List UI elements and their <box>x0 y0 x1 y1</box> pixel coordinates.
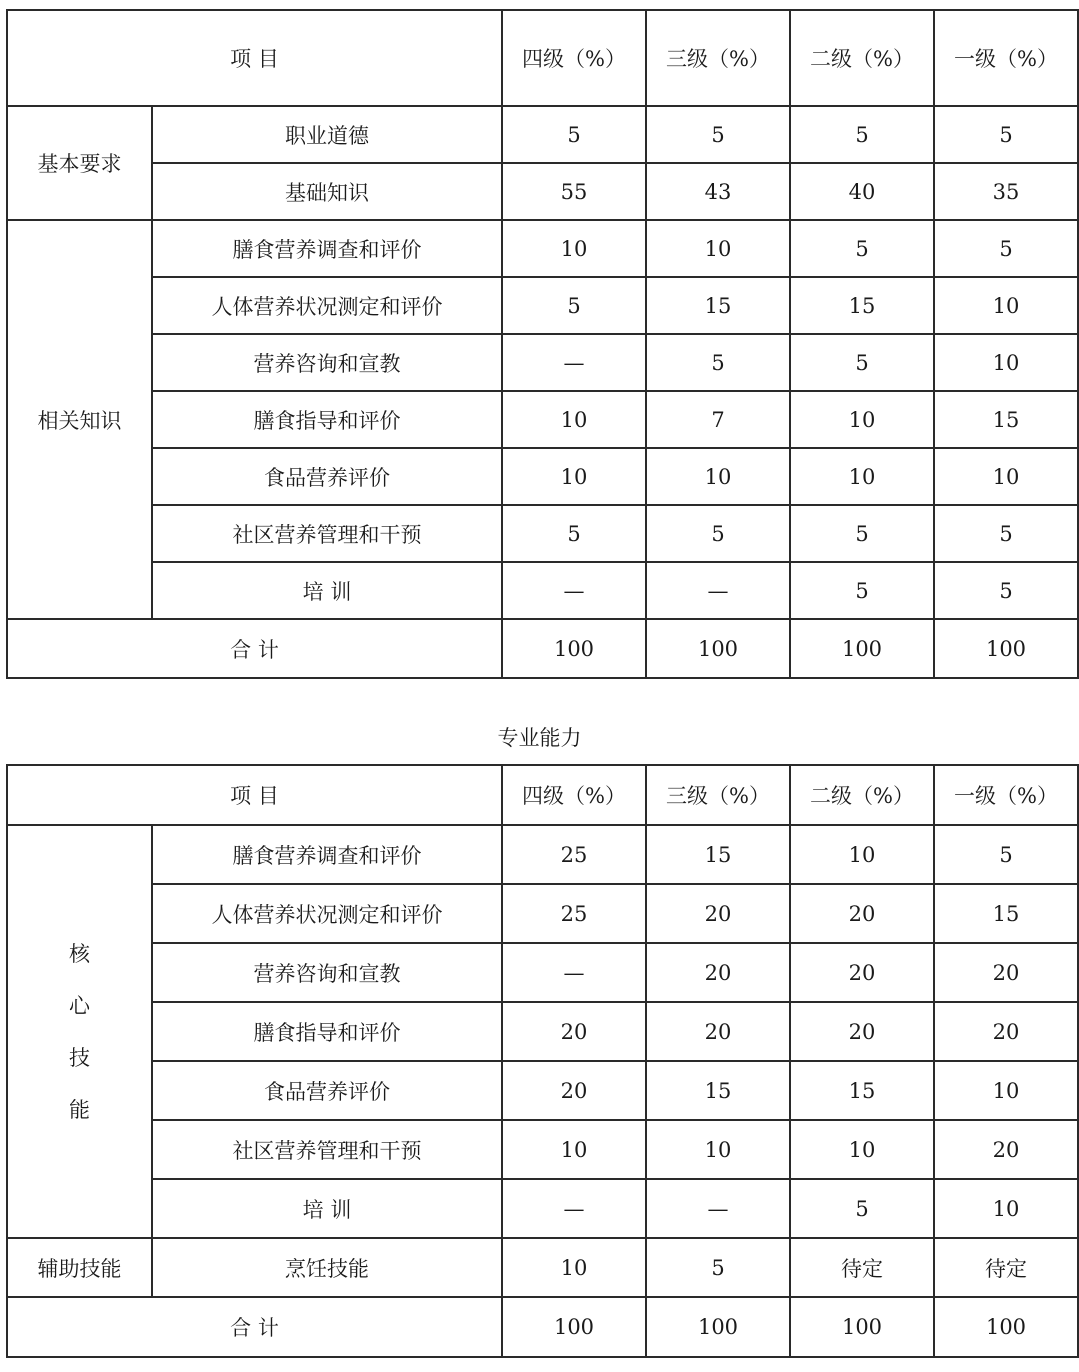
header-item: 项 目 <box>7 10 502 106</box>
cell-value: 20 <box>934 1120 1078 1179</box>
table-header-row <box>7 765 1078 825</box>
cell-value: 10 <box>790 391 934 448</box>
cell-value: 20 <box>646 1002 790 1061</box>
total-label: 合 计 <box>7 619 502 678</box>
group-auxiliary-skills: 辅助技能 <box>7 1238 152 1297</box>
cell-value: — <box>502 334 646 391</box>
row-label: 膳食指导和评价 <box>152 391 502 448</box>
cell-value: 100 <box>790 1297 934 1357</box>
header-item: 项 目 <box>7 765 502 825</box>
cell-value: 5 <box>790 1179 934 1238</box>
row-label: 培 训 <box>152 562 502 619</box>
header-level-1: 一级（%） <box>934 10 1078 106</box>
cell-value: 15 <box>790 1061 934 1120</box>
header-level-1: 一级（%） <box>934 765 1078 825</box>
cell-value: 5 <box>646 106 790 163</box>
cell-value: 5 <box>790 334 934 391</box>
cell-value: 55 <box>502 163 646 220</box>
cell-value: 100 <box>790 619 934 678</box>
cell-value: 20 <box>646 943 790 1002</box>
table-header-row <box>7 10 1078 106</box>
cell-value: 10 <box>502 220 646 277</box>
table-row <box>7 277 1078 334</box>
cell-value: 5 <box>502 106 646 163</box>
row-label: 社区营养管理和干预 <box>152 505 502 562</box>
cell-value: 10 <box>934 277 1078 334</box>
group-basic-requirements: 基本要求 <box>7 106 152 220</box>
row-label: 膳食指导和评价 <box>152 1002 502 1061</box>
cell-value: 25 <box>502 884 646 943</box>
cell-value: 5 <box>646 1238 790 1297</box>
group-char: 心 <box>69 993 90 1018</box>
row-label: 膳食营养调查和评价 <box>152 825 502 884</box>
table-row <box>7 1238 1078 1297</box>
table-row <box>7 505 1078 562</box>
cell-value: 15 <box>790 277 934 334</box>
knowledge-weight-table <box>6 9 1079 679</box>
cell-value: 5 <box>790 505 934 562</box>
group-char: 核 <box>69 941 90 966</box>
skill-weight-table <box>6 764 1079 1358</box>
row-label: 食品营养评价 <box>152 1061 502 1120</box>
row-label: 营养咨询和宣教 <box>152 943 502 1002</box>
cell-value: 待定 <box>790 1238 934 1297</box>
row-label: 社区营养管理和干预 <box>152 1120 502 1179</box>
cell-value: 5 <box>934 562 1078 619</box>
row-label: 膳食营养调查和评价 <box>152 220 502 277</box>
cell-value: 43 <box>646 163 790 220</box>
cell-value: 20 <box>646 884 790 943</box>
cell-value: 100 <box>502 1297 646 1357</box>
cell-value: 25 <box>502 825 646 884</box>
cell-value: 10 <box>790 1120 934 1179</box>
cell-value: 100 <box>502 619 646 678</box>
cell-value: 5 <box>934 106 1078 163</box>
cell-value: 10 <box>934 1179 1078 1238</box>
table-row <box>7 220 1078 277</box>
cell-value: 5 <box>502 277 646 334</box>
cell-value: — <box>646 562 790 619</box>
cell-value: 待定 <box>934 1238 1078 1297</box>
table-row <box>7 825 1078 884</box>
total-row <box>7 1297 1078 1357</box>
row-label: 基础知识 <box>152 163 502 220</box>
row-label: 培 训 <box>152 1179 502 1238</box>
cell-value: — <box>502 562 646 619</box>
table-row <box>7 1179 1078 1238</box>
cell-value: 20 <box>934 1002 1078 1061</box>
cell-value: 10 <box>502 391 646 448</box>
section-caption: 专业能力 <box>497 726 582 750</box>
cell-value: 7 <box>646 391 790 448</box>
cell-value: 10 <box>502 1238 646 1297</box>
cell-value: 10 <box>934 1061 1078 1120</box>
cell-value: 5 <box>646 505 790 562</box>
row-label: 职业道德 <box>152 106 502 163</box>
cell-value: 35 <box>934 163 1078 220</box>
cell-value: 100 <box>934 1297 1078 1357</box>
cell-value: 15 <box>934 391 1078 448</box>
cell-value: 20 <box>934 943 1078 1002</box>
table-row <box>7 1061 1078 1120</box>
table-row <box>7 334 1078 391</box>
cell-value: 40 <box>790 163 934 220</box>
cell-value: 5 <box>934 505 1078 562</box>
cell-value: 10 <box>646 1120 790 1179</box>
row-label: 营养咨询和宣教 <box>152 334 502 391</box>
table-row <box>7 106 1078 163</box>
header-level-4: 四级（%） <box>502 765 646 825</box>
table-row <box>7 163 1078 220</box>
header-level-3: 三级（%） <box>646 10 790 106</box>
total-label: 合 计 <box>7 1297 502 1357</box>
cell-value: 10 <box>934 334 1078 391</box>
cell-value: 10 <box>934 448 1078 505</box>
cell-value: 5 <box>790 220 934 277</box>
cell-value: — <box>646 1179 790 1238</box>
cell-value: 5 <box>934 825 1078 884</box>
cell-value: 100 <box>934 619 1078 678</box>
cell-value: 15 <box>646 277 790 334</box>
cell-value: 20 <box>790 943 934 1002</box>
cell-value: 10 <box>502 1120 646 1179</box>
group-related-knowledge: 相关知识 <box>7 220 152 619</box>
cell-value: 5 <box>502 505 646 562</box>
cell-value: 10 <box>646 220 790 277</box>
table-row <box>7 884 1078 943</box>
group-char: 能 <box>69 1097 90 1122</box>
cell-value: 5 <box>790 562 934 619</box>
cell-value: 5 <box>934 220 1078 277</box>
cell-value: 20 <box>502 1002 646 1061</box>
cell-value: — <box>502 1179 646 1238</box>
row-label: 人体营养状况测定和评价 <box>152 277 502 334</box>
cell-value: 100 <box>646 619 790 678</box>
cell-value: 20 <box>790 884 934 943</box>
cell-value: 10 <box>646 448 790 505</box>
total-row <box>7 619 1078 678</box>
table-row <box>7 448 1078 505</box>
cell-value: 15 <box>934 884 1078 943</box>
cell-value: 20 <box>790 1002 934 1061</box>
cell-value: 5 <box>646 334 790 391</box>
header-level-3: 三级（%） <box>646 765 790 825</box>
table-row <box>7 391 1078 448</box>
row-label: 人体营养状况测定和评价 <box>152 884 502 943</box>
cell-value: 15 <box>646 1061 790 1120</box>
cell-value: 5 <box>790 106 934 163</box>
table-row <box>7 1002 1078 1061</box>
header-level-2: 二级（%） <box>790 765 934 825</box>
header-level-2: 二级（%） <box>790 10 934 106</box>
cell-value: 10 <box>790 825 934 884</box>
row-label: 烹饪技能 <box>152 1238 502 1297</box>
group-char: 技 <box>69 1045 90 1070</box>
group-core-skills <box>7 825 152 1238</box>
cell-value: 10 <box>790 448 934 505</box>
row-label: 食品营养评价 <box>152 448 502 505</box>
table-row <box>7 943 1078 1002</box>
header-level-4: 四级（%） <box>502 10 646 106</box>
table-row <box>7 562 1078 619</box>
cell-value: — <box>502 943 646 1002</box>
cell-value: 20 <box>502 1061 646 1120</box>
cell-value: 100 <box>646 1297 790 1357</box>
table-row <box>7 1120 1078 1179</box>
cell-value: 10 <box>502 448 646 505</box>
cell-value: 15 <box>646 825 790 884</box>
